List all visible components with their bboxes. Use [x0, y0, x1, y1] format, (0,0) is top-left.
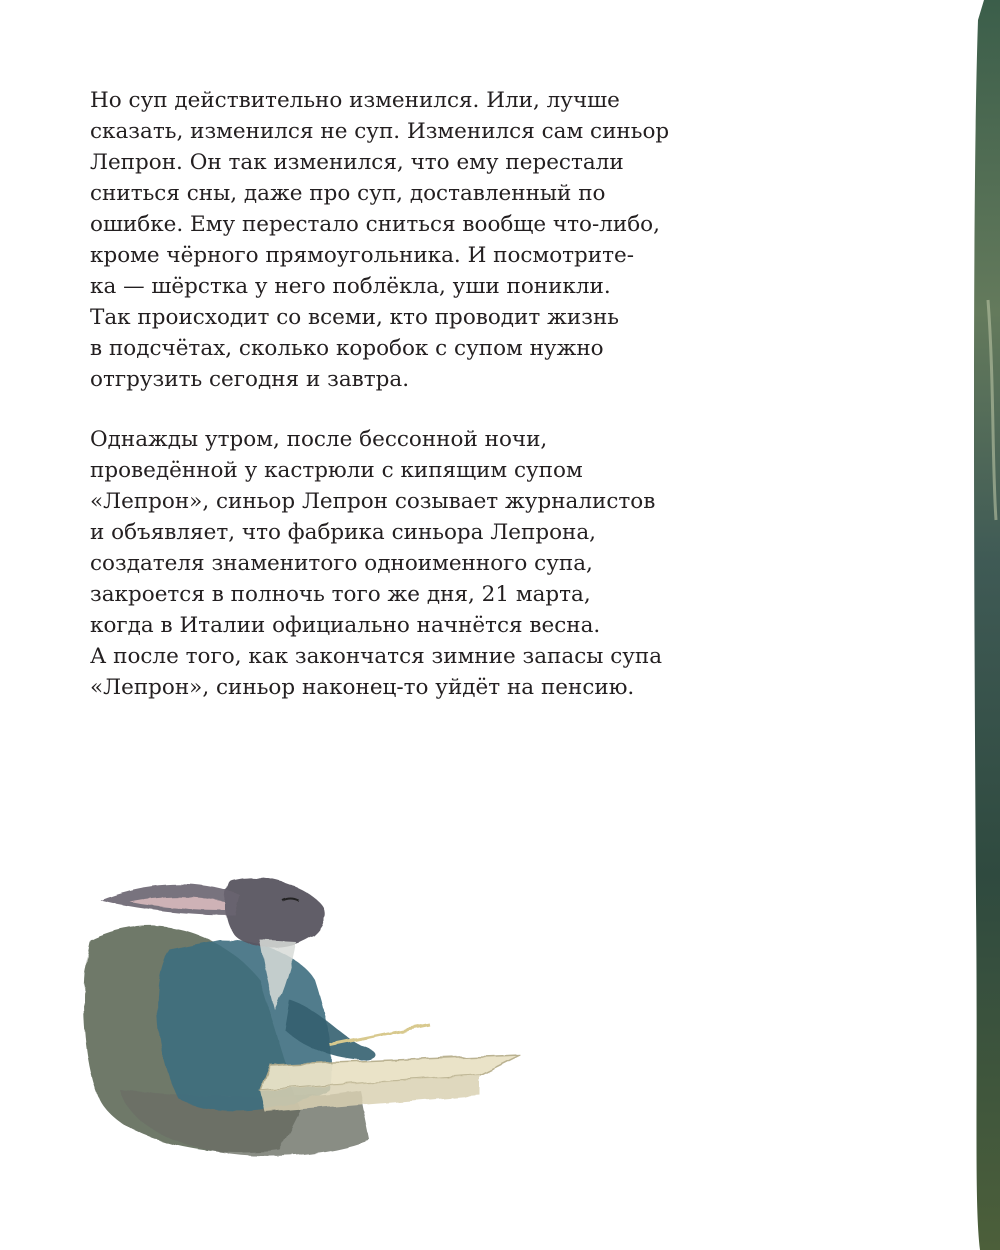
painting-edge-shape — [974, 0, 1000, 1250]
text-line: А после того, как закончатся зимние запасы супа — [90, 644, 663, 669]
text-line: когда в Италии официально начнётся весна. — [90, 613, 601, 638]
text-line: Лепрон. Он так изменился, что ему перестали — [90, 150, 624, 175]
text-line: ка — шёрстка у него поблёкла, уши поникли. — [90, 274, 611, 299]
pencil-shape — [330, 1025, 430, 1045]
paragraph-2 — [90, 424, 663, 703]
text-line: Но суп действительно изменился. Или, лучше — [90, 88, 620, 113]
text-line: и объявляет, что фабрика синьора Лепрона, — [90, 520, 597, 545]
paragraph-1 — [90, 85, 670, 395]
text-line: в подсчётах, сколько коробок с супом нужно — [90, 336, 604, 361]
text-line: проведённой у кастрюли с кипящим супом — [90, 458, 583, 483]
text-line: ошибке. Ему перестало сниться вообще что-либо, — [90, 212, 660, 237]
text-line: «Лепрон», синьор Лепрон созывает журналистов — [90, 489, 656, 514]
text-line: сказать, изменился не суп. Изменился сам синьор — [90, 119, 670, 144]
text-line: «Лепрон», синьор наконец-то уйдёт на пенсию. — [90, 675, 635, 700]
text-line: сниться сны, даже про суп, доставленный по — [90, 181, 606, 206]
hare-at-desk-illustration — [60, 860, 540, 1180]
text-line: Так происходит со всеми, кто проводит жизнь — [90, 305, 619, 330]
text-line: Однажды утром, после бессонной ночи, — [90, 427, 548, 452]
text-line: кроме чёрного прямоугольника. И посмотрите- — [90, 243, 635, 268]
hare-head-shape — [225, 877, 325, 948]
adjacent-page-painting — [966, 0, 1000, 1250]
text-line: отгрузить сегодня и завтра. — [90, 367, 410, 392]
text-line: закроется в полночь того же дня, 21 марта, — [90, 582, 591, 607]
text-line: создателя знаменитого одноименного супа, — [90, 551, 593, 576]
